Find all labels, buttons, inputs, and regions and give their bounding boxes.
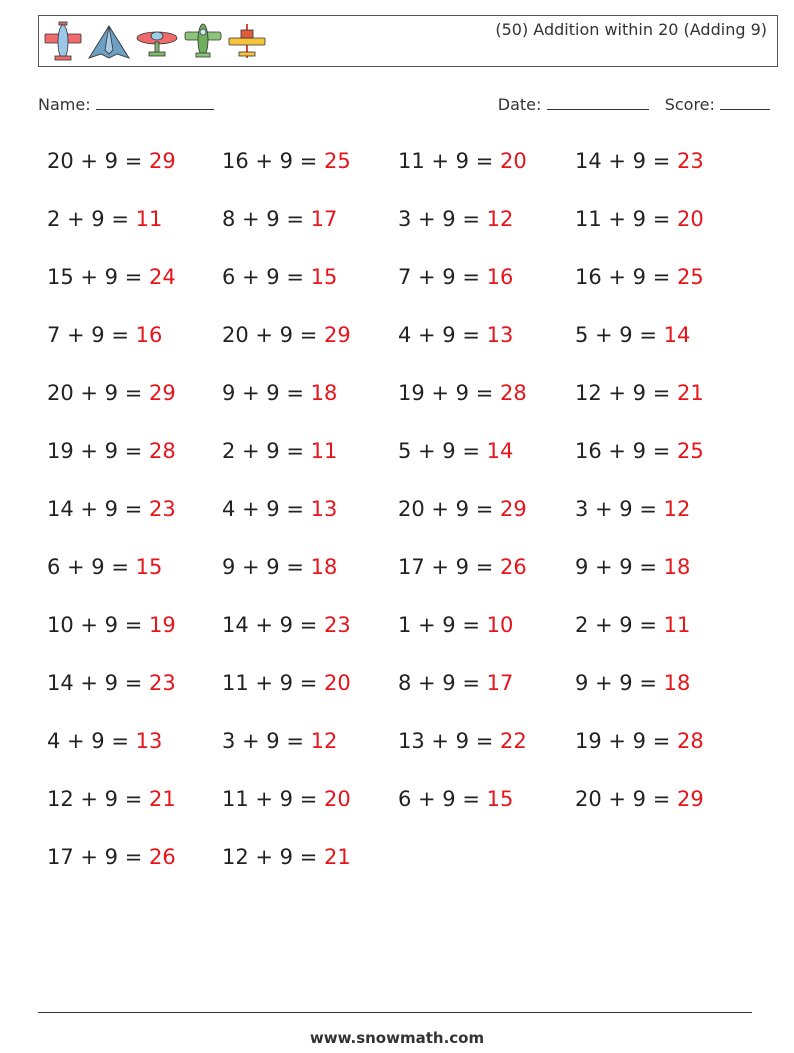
problem-item [47,610,222,668]
problem-question: 9 + 9 = [222,381,311,405]
red-plane-icon [43,20,83,64]
problem-question: 3 + 9 = [575,497,664,521]
problem-question: 8 + 9 = [398,671,487,695]
problem-answer: 29 [499,497,527,521]
problem-answer: 21 [323,845,351,869]
problem-question: 12 + 9 = [222,845,324,869]
problem-question: 5 + 9 = [398,439,487,463]
problem-answer: 11 [135,207,163,231]
problem-item [398,204,575,262]
problem-item [47,784,222,842]
problem-answer: 13 [310,497,338,521]
problem-item [398,436,575,494]
problem-answer: 26 [148,845,176,869]
problem-answer: 18 [310,381,338,405]
problem-answer: 24 [148,265,176,289]
problem-answer: 18 [663,555,691,579]
date-blank [547,93,649,110]
problem-question: 4 + 9 = [398,323,487,347]
date-label: Date: [497,95,542,114]
problem-item [222,552,398,610]
problem-question: 19 + 9 = [398,381,500,405]
problem-item [47,842,222,900]
problem-item [222,436,398,494]
problem-question: 6 + 9 = [398,787,487,811]
problem-question: 8 + 9 = [222,207,311,231]
problem-answer: 29 [676,787,704,811]
name-blank [96,93,214,110]
problem-question: 12 + 9 = [575,381,677,405]
problem-answer: 23 [148,671,176,695]
problem-item [575,146,751,204]
problem-answer: 26 [499,555,527,579]
worksheet-header [38,15,778,67]
problem-item [222,784,398,842]
problem-answer: 21 [676,381,704,405]
problem-item [47,668,222,726]
problem-answer: 28 [676,729,704,753]
problem-item [222,320,398,378]
problem-item [398,146,575,204]
problem-answer: 29 [323,323,351,347]
problem-question: 4 + 9 = [222,497,311,521]
problem-answer: 11 [663,613,691,637]
problem-answer: 25 [676,265,704,289]
problem-item [575,204,751,262]
footer-divider [38,1012,752,1013]
problem-answer: 29 [148,149,176,173]
problem-answer: 13 [135,729,163,753]
problem-item [222,262,398,320]
problem-answer: 25 [676,439,704,463]
problem-answer: 10 [486,613,514,637]
footer-url: www.snowmath.com [309,1029,485,1047]
name-field [38,93,214,114]
problem-item [47,378,222,436]
problem-question: 16 + 9 = [575,439,677,463]
problem-answer: 17 [310,207,338,231]
problem-item [575,784,751,842]
problem-item [398,610,575,668]
problem-answer: 16 [135,323,163,347]
problem-question: 9 + 9 = [575,555,664,579]
problem-item [575,726,751,784]
problem-question: 2 + 9 = [47,207,136,231]
problem-answer: 22 [499,729,527,753]
problem-item [398,262,575,320]
problem-item [47,436,222,494]
problem-item [575,262,751,320]
problem-answer: 12 [310,729,338,753]
problem-item [222,668,398,726]
problem-item [398,668,575,726]
problem-question: 17 + 9 = [47,845,149,869]
score-blank [720,93,770,110]
yellow-red-plane-icon [227,20,267,64]
problem-answer: 20 [499,149,527,173]
problem-item [47,320,222,378]
problem-item [222,610,398,668]
problem-question: 20 + 9 = [575,787,677,811]
problem-item [222,494,398,552]
problem-item [398,320,575,378]
problem-question: 16 + 9 = [222,149,324,173]
problem-answer: 18 [310,555,338,579]
problem-answer: 23 [148,497,176,521]
problem-question: 7 + 9 = [398,265,487,289]
problem-item [222,842,398,900]
problem-answer: 25 [323,149,351,173]
problem-question: 16 + 9 = [575,265,677,289]
problem-answer: 20 [323,787,351,811]
problem-grid [47,146,757,900]
problem-question: 9 + 9 = [222,555,311,579]
problem-answer: 21 [148,787,176,811]
problem-question: 20 + 9 = [47,381,149,405]
problem-question: 1 + 9 = [398,613,487,637]
problem-answer: 29 [148,381,176,405]
problem-item [47,262,222,320]
problem-question: 20 + 9 = [47,149,149,173]
blue-stealth-plane-icon [87,20,131,64]
problem-question: 14 + 9 = [47,497,149,521]
problem-answer: 15 [310,265,338,289]
problem-question: 6 + 9 = [47,555,136,579]
problem-item [575,610,751,668]
problem-question: 17 + 9 = [398,555,500,579]
problem-answer: 20 [676,207,704,231]
worksheet-title: (50) Addition within 20 (Adding 9) [495,20,767,39]
name-label: Name: [38,95,91,114]
problem-answer: 23 [323,613,351,637]
problem-question: 7 + 9 = [47,323,136,347]
problem-question: 3 + 9 = [222,729,311,753]
problem-answer: 13 [486,323,514,347]
problem-item [47,494,222,552]
problem-question: 14 + 9 = [47,671,149,695]
problem-answer: 12 [486,207,514,231]
problem-item [398,378,575,436]
score-label: Score: [664,95,715,114]
problem-answer: 16 [486,265,514,289]
problem-question: 13 + 9 = [398,729,500,753]
problem-item [222,726,398,784]
problem-question: 12 + 9 = [47,787,149,811]
problem-question: 10 + 9 = [47,613,149,637]
problem-answer: 17 [486,671,514,695]
problem-answer: 15 [135,555,163,579]
problem-answer: 15 [486,787,514,811]
date-score-fields [498,93,770,114]
problem-answer: 11 [310,439,338,463]
problem-item [575,378,751,436]
problem-item [47,726,222,784]
problem-item [222,146,398,204]
problem-item [398,494,575,552]
problem-question: 20 + 9 = [222,323,324,347]
problem-question: 14 + 9 = [222,613,324,637]
student-info-row [38,93,770,115]
problem-answer: 28 [499,381,527,405]
problem-question: 9 + 9 = [575,671,664,695]
problem-question: 19 + 9 = [575,729,677,753]
problem-answer: 28 [148,439,176,463]
problem-question: 6 + 9 = [222,265,311,289]
problem-question: 11 + 9 = [575,207,677,231]
problem-question: 20 + 9 = [398,497,500,521]
problem-question: 11 + 9 = [222,671,324,695]
problem-item [575,436,751,494]
problem-question: 11 + 9 = [222,787,324,811]
problem-question: 14 + 9 = [575,149,677,173]
problem-item [575,494,751,552]
problem-question: 15 + 9 = [47,265,149,289]
problem-item [222,204,398,262]
problem-item [575,668,751,726]
problem-question: 2 + 9 = [222,439,311,463]
problem-answer: 12 [663,497,691,521]
green-plane-icon [183,20,223,64]
problem-item [398,552,575,610]
problem-question: 5 + 9 = [575,323,664,347]
problem-question: 2 + 9 = [575,613,664,637]
problem-answer: 23 [676,149,704,173]
plane-icons [43,20,271,64]
problem-item [398,726,575,784]
problem-answer: 14 [486,439,514,463]
problem-question: 19 + 9 = [47,439,149,463]
problem-answer: 19 [148,613,176,637]
problem-question: 11 + 9 = [398,149,500,173]
problem-answer: 20 [323,671,351,695]
problem-item [47,146,222,204]
problem-item [575,552,751,610]
problem-item [575,320,751,378]
problem-answer: 18 [663,671,691,695]
problem-answer: 14 [663,323,691,347]
problem-item [47,552,222,610]
problem-item [222,378,398,436]
problem-item [47,204,222,262]
problem-question: 4 + 9 = [47,729,136,753]
red-green-plane-icon [135,20,179,64]
problem-question: 3 + 9 = [398,207,487,231]
problem-item [398,784,575,842]
